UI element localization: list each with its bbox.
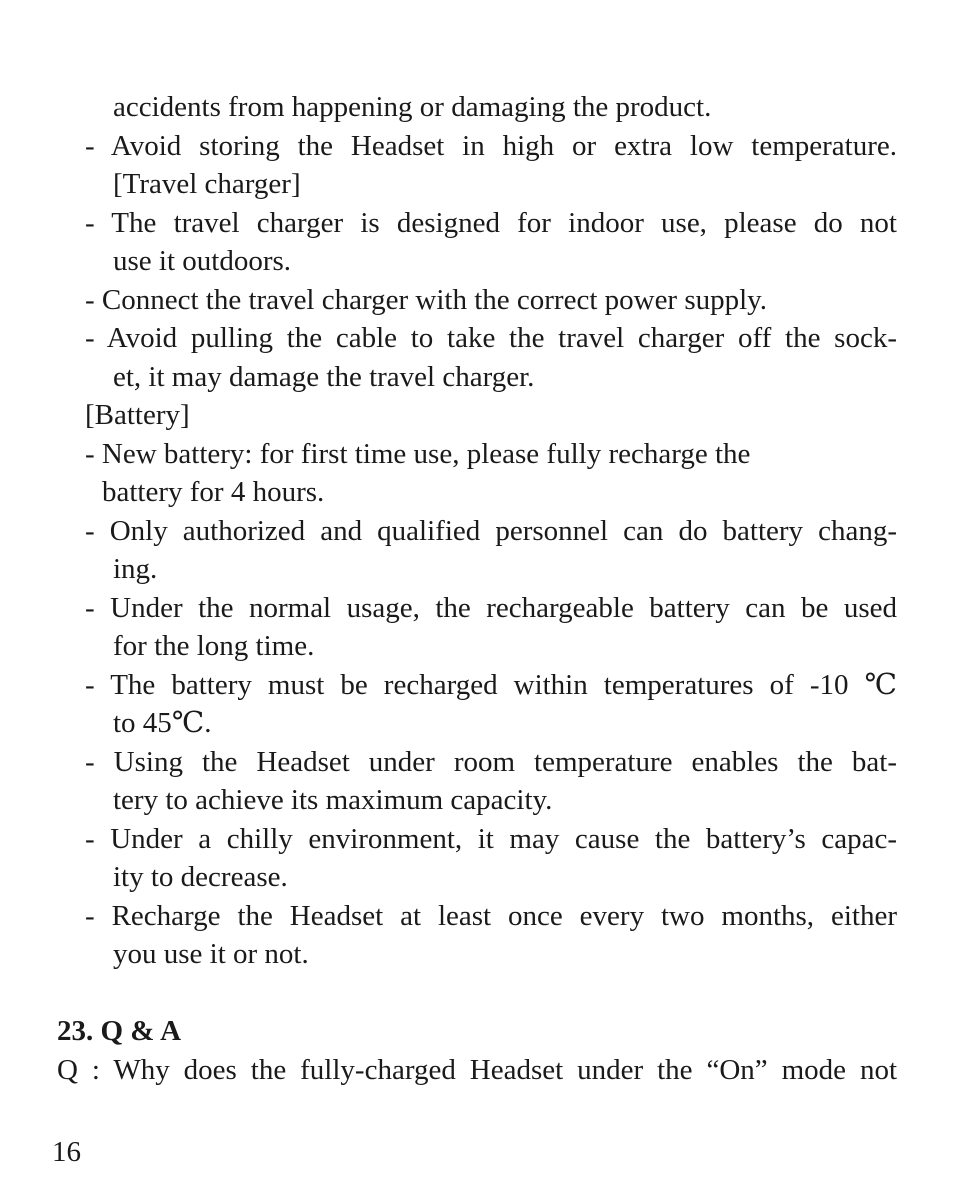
bullet-item-storage-temperature: - Avoid storing the Headset in high or extra low temperature. [85, 130, 897, 162]
subsection-label-battery: [Battery] [85, 399, 190, 431]
section-heading-qa: 23. Q & A [57, 1015, 182, 1047]
text-line: ity to decrease. [113, 861, 288, 893]
text-line: ing. [113, 553, 158, 585]
bullet-item-indoor-use: - The travel charger is designed for indoor use, please do not [85, 207, 897, 239]
page-number: 16 [52, 1136, 81, 1168]
bullet-item-power-supply: - Connect the travel charger with the correct power supply. [85, 284, 768, 316]
text-line: you use it or not. [113, 938, 309, 970]
bullet-item-recharge-frequency: - Recharge the Headset at least once every two months, either [85, 900, 897, 932]
bullet-item-recharge-temperature: - The battery must be recharged within temperatures of -10 ℃ [85, 669, 897, 701]
text-line: to 45℃. [113, 707, 212, 739]
bullet-item-room-temperature: - Using the Headset under room temperature enables the bat- [85, 746, 897, 778]
qa-question-line: Q : Why does the fully-charged Headset under the “On” mode not [57, 1054, 897, 1086]
bullet-item-chilly-environment: - Under a chilly environment, it may cause the battery’s capac- [85, 823, 897, 855]
text-line: for the long time. [113, 630, 315, 662]
text-line: use it outdoors. [113, 245, 292, 277]
text-line: tery to achieve its maximum capacity. [113, 784, 553, 816]
bullet-item-normal-usage: - Under the normal usage, the rechargeable battery can be used [85, 592, 897, 624]
text-line: et, it may damage the travel charger. [113, 361, 535, 393]
subsection-label-travel-charger: [Travel charger] [113, 168, 301, 200]
bullet-item-cable-pulling: - Avoid pulling the cable to take the travel charger off the sock- [85, 322, 897, 354]
text-line: accidents from happening or damaging the product. [113, 91, 712, 123]
bullet-item-authorized-personnel: - Only authorized and qualified personnel can do battery chang- [85, 515, 897, 547]
text-line: battery for 4 hours. [102, 476, 325, 508]
bullet-item-new-battery: - New battery: for first time use, please fully recharge the [85, 438, 751, 470]
